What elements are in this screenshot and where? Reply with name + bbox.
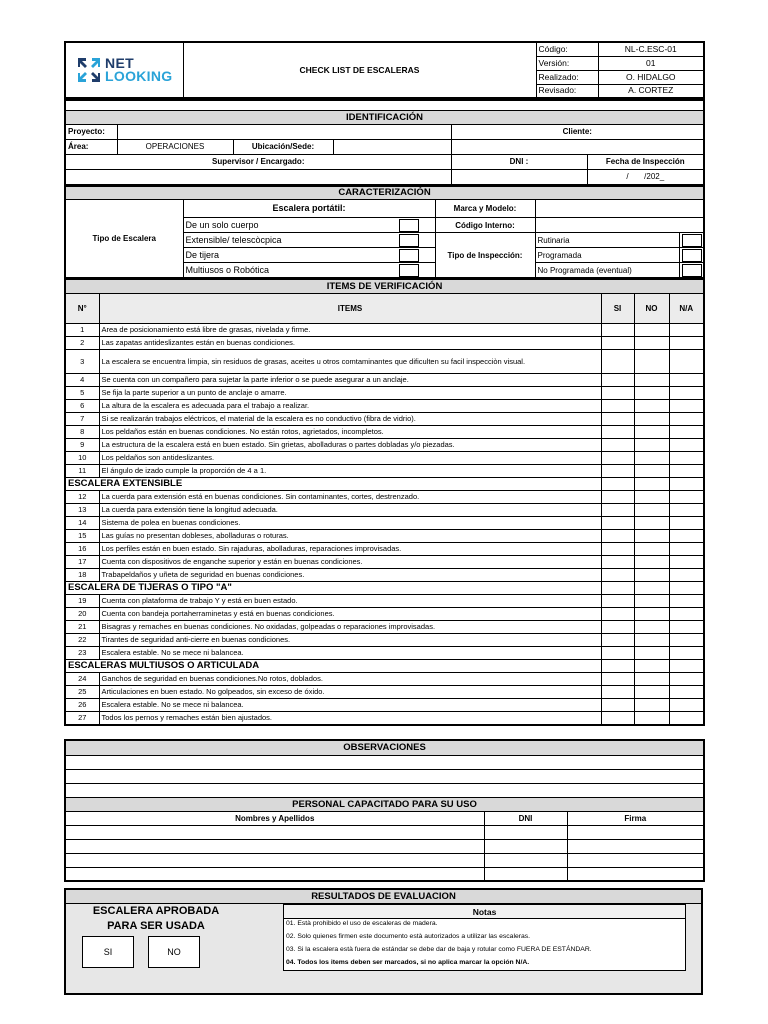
tipo-option: De tijera bbox=[183, 248, 384, 263]
inspeccion-checkbox[interactable] bbox=[679, 248, 704, 263]
page-title: CHECK LIST DE ESCALERAS bbox=[183, 42, 536, 98]
item-number: 10 bbox=[65, 451, 99, 464]
inspeccion-option: Programada bbox=[535, 248, 679, 263]
blank-cell bbox=[669, 659, 704, 672]
item-na-checkbox[interactable] bbox=[669, 542, 704, 555]
item-number: 7 bbox=[65, 412, 99, 425]
item-number: 12 bbox=[65, 490, 99, 503]
item-si-checkbox[interactable] bbox=[601, 412, 634, 425]
item-text: Tirantes de seguridad anti-cierre en buenas condiciones. bbox=[99, 633, 601, 646]
item-text: Escalera estable. No se mece ni balancea. bbox=[99, 646, 601, 659]
table-row bbox=[65, 698, 704, 711]
notas-table bbox=[283, 904, 686, 971]
item-number: 4 bbox=[65, 373, 99, 386]
item-si-checkbox[interactable] bbox=[601, 555, 634, 568]
codigo-label: Código Interno: bbox=[435, 218, 535, 233]
item-si-checkbox[interactable] bbox=[601, 529, 634, 542]
header-table bbox=[64, 41, 705, 99]
col-header-firma: Firma bbox=[567, 811, 704, 825]
blank-cell bbox=[634, 581, 669, 594]
item-no-checkbox[interactable] bbox=[634, 464, 669, 477]
ubicacion-label: Ubicación/Sede: bbox=[233, 139, 333, 154]
marca-field[interactable] bbox=[535, 200, 704, 218]
item-no-checkbox[interactable] bbox=[634, 672, 669, 685]
table-row bbox=[65, 336, 704, 349]
observaciones-table bbox=[64, 739, 705, 882]
item-no-checkbox[interactable] bbox=[634, 373, 669, 386]
dni-field[interactable] bbox=[451, 169, 587, 184]
personal-nombre-field[interactable] bbox=[65, 853, 484, 867]
item-na-checkbox[interactable] bbox=[669, 594, 704, 607]
item-number: 27 bbox=[65, 711, 99, 725]
item-no-checkbox[interactable] bbox=[634, 386, 669, 399]
item-text: La altura de la escalera es adecuada para el trabajo a realizar. bbox=[99, 399, 601, 412]
table-row bbox=[65, 503, 704, 516]
item-number: 20 bbox=[65, 607, 99, 620]
item-si-checkbox[interactable] bbox=[601, 438, 634, 451]
item-no-checkbox[interactable] bbox=[634, 698, 669, 711]
col-header-dni: DNI bbox=[484, 811, 567, 825]
item-text: La escalera se encuentra limpia, sin residuos de grasas, aceites u otros comtaminantes que dificulten su facil inspecciòn visual. bbox=[99, 349, 601, 373]
personal-firma-field[interactable] bbox=[567, 867, 704, 881]
blank-cell bbox=[634, 659, 669, 672]
col-header-n: N° bbox=[65, 293, 99, 323]
item-si-checkbox[interactable] bbox=[601, 620, 634, 633]
item-na-checkbox[interactable] bbox=[669, 516, 704, 529]
col-header-na: N/A bbox=[669, 293, 704, 323]
table-row bbox=[65, 412, 704, 425]
item-no-checkbox[interactable] bbox=[634, 490, 669, 503]
item-number: 2 bbox=[65, 336, 99, 349]
observacion-line[interactable] bbox=[65, 769, 704, 783]
item-si-checkbox[interactable] bbox=[601, 336, 634, 349]
item-text: Escalera estable. No se mece ni balancea. bbox=[99, 698, 601, 711]
personal-dni-field[interactable] bbox=[484, 867, 567, 881]
item-number: 15 bbox=[65, 529, 99, 542]
item-number: 19 bbox=[65, 594, 99, 607]
area-value[interactable]: OPERACIONES bbox=[117, 139, 233, 154]
table-row bbox=[65, 542, 704, 555]
item-no-checkbox[interactable] bbox=[634, 568, 669, 581]
personal-dni-field[interactable] bbox=[484, 825, 567, 839]
item-no-checkbox[interactable] bbox=[634, 451, 669, 464]
table-row bbox=[65, 516, 704, 529]
tipo-option: Multiusos o Robótica bbox=[183, 263, 384, 278]
item-si-checkbox[interactable] bbox=[601, 451, 634, 464]
identificacion-table bbox=[64, 99, 705, 185]
observacion-line[interactable] bbox=[65, 755, 704, 769]
item-na-checkbox[interactable] bbox=[669, 451, 704, 464]
codigo-field[interactable] bbox=[535, 218, 704, 233]
item-number: 13 bbox=[65, 503, 99, 516]
table-row bbox=[65, 672, 704, 685]
fecha-label: Fecha de Inspección bbox=[587, 154, 704, 169]
item-na-checkbox[interactable] bbox=[669, 464, 704, 477]
item-na-checkbox[interactable] bbox=[669, 529, 704, 542]
item-si-checkbox[interactable] bbox=[601, 349, 634, 373]
item-na-checkbox[interactable] bbox=[669, 568, 704, 581]
notas-title: Notas bbox=[284, 905, 686, 919]
table-row bbox=[65, 386, 704, 399]
inspeccion-checkbox[interactable] bbox=[679, 263, 704, 278]
personal-nombre-field[interactable] bbox=[65, 825, 484, 839]
item-no-checkbox[interactable] bbox=[634, 412, 669, 425]
item-text: Bisagras y remaches en buenas condiciones. No oxidadas, golpeadas o reparaciones improvisadas. bbox=[99, 620, 601, 633]
item-number: 21 bbox=[65, 620, 99, 633]
item-na-checkbox[interactable] bbox=[669, 386, 704, 399]
item-number: 18 bbox=[65, 568, 99, 581]
item-no-checkbox[interactable] bbox=[634, 349, 669, 373]
item-number: 16 bbox=[65, 542, 99, 555]
item-no-checkbox[interactable] bbox=[634, 607, 669, 620]
item-number: 24 bbox=[65, 672, 99, 685]
ubicacion-field[interactable] bbox=[333, 139, 451, 154]
item-number: 8 bbox=[65, 425, 99, 438]
checklist-sheet bbox=[64, 41, 703, 726]
item-si-checkbox[interactable] bbox=[601, 698, 634, 711]
supervisor-field[interactable] bbox=[65, 169, 451, 184]
dni-label: DNI : bbox=[451, 154, 587, 169]
personal-firma-field[interactable] bbox=[567, 853, 704, 867]
cliente-label: Cliente: bbox=[451, 124, 704, 139]
proyecto-field[interactable] bbox=[117, 124, 451, 139]
col-header-nombres: Nombres y Apellidos bbox=[65, 811, 484, 825]
netlooking-logo-icon bbox=[76, 56, 102, 84]
personal-nombre-field[interactable] bbox=[65, 867, 484, 881]
tipo-escalera-label: Tipo de Escalera bbox=[65, 200, 183, 278]
item-si-checkbox[interactable] bbox=[601, 503, 634, 516]
col-header-items: ITEMS bbox=[99, 293, 601, 323]
tipo-checkbox[interactable] bbox=[384, 233, 435, 248]
item-si-checkbox[interactable] bbox=[601, 607, 634, 620]
item-number: 23 bbox=[65, 646, 99, 659]
section-personal: PERSONAL CAPACITADO PARA SU USO bbox=[65, 797, 704, 811]
col-header-no: NO bbox=[634, 293, 669, 323]
item-no-checkbox[interactable] bbox=[634, 711, 669, 725]
item-no-checkbox[interactable] bbox=[634, 594, 669, 607]
item-no-checkbox[interactable] bbox=[634, 555, 669, 568]
item-number: 11 bbox=[65, 464, 99, 477]
table-row bbox=[65, 464, 704, 477]
col-header-si: SI bbox=[601, 293, 634, 323]
item-text: Se cuenta con un compañero para sujetar la parte inferior o se puede asegurar a un anclaje. bbox=[99, 373, 601, 386]
tipo-checkbox[interactable] bbox=[384, 248, 435, 263]
item-si-checkbox[interactable] bbox=[601, 711, 634, 725]
portatil-label: Escalera portátil: bbox=[183, 200, 435, 218]
item-text: Los peldaños están en buenas condiciones. No están rotos, agrietados, incompletos. bbox=[99, 425, 601, 438]
item-si-checkbox[interactable] bbox=[601, 646, 634, 659]
section-verificacion: ITEMS DE VERIFICACIÓN bbox=[65, 279, 704, 293]
item-text: La estructura de la escalera está en buen estado. Sin grietas, abolladuras o partes dobladas y/o piezadas. bbox=[99, 438, 601, 451]
personal-nombre-field[interactable] bbox=[65, 839, 484, 853]
personal-dni-field[interactable] bbox=[484, 839, 567, 853]
subsection-title: ESCALERA EXTENSIBLE bbox=[65, 477, 601, 490]
meta-label: Revisado: bbox=[536, 84, 598, 98]
item-no-checkbox[interactable] bbox=[634, 516, 669, 529]
blank-cell bbox=[601, 477, 634, 490]
caracterizacion-table bbox=[64, 185, 705, 279]
item-text: La cuerda para extensión está en buenas condiciones. Sin contaminantes, cortes, destrenzado. bbox=[99, 490, 601, 503]
table-row bbox=[65, 399, 704, 412]
item-na-checkbox[interactable] bbox=[669, 685, 704, 698]
meta-label: Código: bbox=[536, 42, 598, 56]
table-row bbox=[65, 594, 704, 607]
personal-firma-field[interactable] bbox=[567, 825, 704, 839]
item-number: 5 bbox=[65, 386, 99, 399]
item-no-checkbox[interactable] bbox=[634, 620, 669, 633]
item-text: La cuerda para extensión tiene la longitud adecuada. bbox=[99, 503, 601, 516]
item-number: 26 bbox=[65, 698, 99, 711]
item-no-checkbox[interactable] bbox=[634, 646, 669, 659]
item-no-checkbox[interactable] bbox=[634, 542, 669, 555]
item-text: El ángulo de izado cumple la proporción de 4 a 1. bbox=[99, 464, 601, 477]
section-caracterizacion: CARACTERIZACIÓN bbox=[65, 186, 704, 200]
item-si-checkbox[interactable] bbox=[601, 386, 634, 399]
section-resultados: RESULTADOS DE EVALUACION bbox=[66, 890, 701, 904]
verificacion-table bbox=[64, 278, 705, 726]
item-no-checkbox[interactable] bbox=[634, 529, 669, 542]
item-na-checkbox[interactable] bbox=[669, 323, 704, 336]
blank-cell bbox=[669, 581, 704, 594]
item-si-checkbox[interactable] bbox=[601, 490, 634, 503]
item-si-checkbox[interactable] bbox=[601, 323, 634, 336]
item-number: 9 bbox=[65, 438, 99, 451]
item-number: 1 bbox=[65, 323, 99, 336]
subsection-title: ESCALERA DE TIJERAS O TIPO "A" bbox=[65, 581, 601, 594]
item-text: Articulaciones en buen estado. No golpeados, sin exceso de óxido. bbox=[99, 685, 601, 698]
item-si-checkbox[interactable] bbox=[601, 373, 634, 386]
meta-value: A. CORTEZ bbox=[598, 84, 704, 98]
item-si-checkbox[interactable] bbox=[601, 425, 634, 438]
nota-item: 04. Todos los items deben ser marcados, si no aplica marcar la opción N/A. bbox=[284, 955, 686, 971]
blank-cell bbox=[601, 659, 634, 672]
table-row bbox=[65, 349, 704, 373]
table-row bbox=[65, 620, 704, 633]
meta-label: Versión: bbox=[536, 56, 598, 70]
meta-value: 01 bbox=[598, 56, 704, 70]
aprobada-si-button[interactable]: SI bbox=[82, 936, 134, 968]
item-na-checkbox[interactable] bbox=[669, 373, 704, 386]
tipo-checkbox[interactable] bbox=[384, 218, 435, 233]
tipo-inspeccion-label: Tipo de Inspección: bbox=[435, 233, 535, 278]
meta-value: NL-C.ESC-01 bbox=[598, 42, 704, 56]
item-si-checkbox[interactable] bbox=[601, 568, 634, 581]
aprobada-no-button[interactable]: NO bbox=[148, 936, 200, 968]
personal-dni-field[interactable] bbox=[484, 853, 567, 867]
item-text: Trabapeldaños y uñeta de seguridad en buenas condiciones. bbox=[99, 568, 601, 581]
item-no-checkbox[interactable] bbox=[634, 633, 669, 646]
table-row bbox=[65, 438, 704, 451]
item-text: Ganchos de seguridad en buenas condiciones.No rotos, doblados. bbox=[99, 672, 601, 685]
table-row bbox=[65, 451, 704, 464]
tipo-option: Extensible/ telescòcpica bbox=[183, 233, 384, 248]
item-na-checkbox[interactable] bbox=[669, 425, 704, 438]
item-text: Los perfiles están en buen estado. Sin rajaduras, abolladuras, reparaciones improvisadas. bbox=[99, 542, 601, 555]
item-si-checkbox[interactable] bbox=[601, 685, 634, 698]
tipo-option: De un solo cuerpo bbox=[183, 218, 384, 233]
item-si-checkbox[interactable] bbox=[601, 542, 634, 555]
item-number: 3 bbox=[65, 349, 99, 373]
aprobada-label: ESCALERA APROBADA PARA SER USADA bbox=[92, 905, 220, 932]
table-row bbox=[65, 323, 704, 336]
table-row bbox=[65, 529, 704, 542]
section-observaciones: OBSERVACIONES bbox=[65, 740, 704, 755]
item-text: Cuenta con dispositivos de enganche superior y están en buenas condiciones. bbox=[99, 555, 601, 568]
item-number: 25 bbox=[65, 685, 99, 698]
section-identificacion: IDENTIFICACIÓN bbox=[65, 110, 704, 124]
table-row bbox=[65, 685, 704, 698]
item-na-checkbox[interactable] bbox=[669, 646, 704, 659]
marca-label: Marca y Modelo: bbox=[435, 200, 535, 218]
item-number: 6 bbox=[65, 399, 99, 412]
item-na-checkbox[interactable] bbox=[669, 336, 704, 349]
item-no-checkbox[interactable] bbox=[634, 503, 669, 516]
table-row bbox=[65, 646, 704, 659]
item-na-checkbox[interactable] bbox=[669, 490, 704, 503]
item-na-checkbox[interactable] bbox=[669, 349, 704, 373]
item-si-checkbox[interactable] bbox=[601, 516, 634, 529]
inspeccion-option: Rutinaria bbox=[535, 233, 679, 248]
table-row bbox=[65, 607, 704, 620]
item-text: Cuenta con plataforma de trabajo Y y está en buen estado. bbox=[99, 594, 601, 607]
item-text: Area de posicionamiento está libre de grasas, nivelada y firme. bbox=[99, 323, 601, 336]
inspeccion-option: No Programada (eventual) bbox=[535, 263, 679, 278]
blank-cell bbox=[634, 477, 669, 490]
table-row bbox=[65, 633, 704, 646]
table-row bbox=[65, 568, 704, 581]
fecha-field[interactable]: / /202_ bbox=[587, 169, 704, 184]
personal-firma-field[interactable] bbox=[567, 839, 704, 853]
item-na-checkbox[interactable] bbox=[669, 399, 704, 412]
subsection-title: ESCALERAS MULTIUSOS O ARTICULADA bbox=[65, 659, 601, 672]
item-no-checkbox[interactable] bbox=[634, 399, 669, 412]
item-text: Cuenta con bandeja portaherraminetas y está en buenas condiciones. bbox=[99, 607, 601, 620]
item-na-checkbox[interactable] bbox=[669, 711, 704, 725]
item-si-checkbox[interactable] bbox=[601, 399, 634, 412]
item-si-checkbox[interactable] bbox=[601, 464, 634, 477]
item-no-checkbox[interactable] bbox=[634, 685, 669, 698]
blank-cell bbox=[601, 581, 634, 594]
item-na-checkbox[interactable] bbox=[669, 438, 704, 451]
meta-value: O. HIDALGO bbox=[598, 70, 704, 84]
inspeccion-checkbox[interactable] bbox=[679, 233, 704, 248]
item-si-checkbox[interactable] bbox=[601, 672, 634, 685]
table-row bbox=[65, 425, 704, 438]
supervisor-label: Supervisor / Encargado: bbox=[65, 154, 451, 169]
item-text: Se fija la parte superior a un punto de anclaje o amarre. bbox=[99, 386, 601, 399]
observacion-line[interactable] bbox=[65, 783, 704, 797]
item-text: Los peldaños son antideslizantes. bbox=[99, 451, 601, 464]
proyecto-label: Proyecto: bbox=[65, 124, 117, 139]
resultados-block bbox=[64, 888, 703, 995]
item-no-checkbox[interactable] bbox=[634, 323, 669, 336]
area-label: Área: bbox=[65, 139, 117, 154]
item-text: Si se realizarán trabajos eléctricos, el material de la escalera es no conductivo (fibra de vidrio). bbox=[99, 412, 601, 425]
item-na-checkbox[interactable] bbox=[669, 672, 704, 685]
nota-item: 03. Si la escalera està fuera de estándar se debe dar de baja y rotular como FUERA DE ESTÁNDAR. bbox=[284, 942, 686, 955]
item-na-checkbox[interactable] bbox=[669, 633, 704, 646]
item-no-checkbox[interactable] bbox=[634, 336, 669, 349]
table-row bbox=[65, 711, 704, 725]
tipo-checkbox[interactable] bbox=[384, 263, 435, 278]
meta-label: Realizado: bbox=[536, 70, 598, 84]
item-number: 14 bbox=[65, 516, 99, 529]
logo-wordmark: NET LOOKING bbox=[105, 55, 173, 84]
item-na-checkbox[interactable] bbox=[669, 620, 704, 633]
item-no-checkbox[interactable] bbox=[634, 438, 669, 451]
cliente-field[interactable] bbox=[451, 139, 704, 154]
item-no-checkbox[interactable] bbox=[634, 425, 669, 438]
table-row bbox=[65, 373, 704, 386]
nota-item: 02. Solo quienes firmen este documento està autorizados a utilizar las escaleras. bbox=[284, 929, 686, 942]
item-text: Todos los pernos y remaches están bien ajustados. bbox=[99, 711, 601, 725]
item-na-checkbox[interactable] bbox=[669, 412, 704, 425]
blank-cell bbox=[669, 477, 704, 490]
item-si-checkbox[interactable] bbox=[601, 633, 634, 646]
observaciones-personal-block bbox=[64, 739, 703, 882]
logo-cell bbox=[65, 42, 183, 98]
item-na-checkbox[interactable] bbox=[669, 698, 704, 711]
item-text: Las guías no presentan dobleses, abolladuras o roturas. bbox=[99, 529, 601, 542]
item-si-checkbox[interactable] bbox=[601, 594, 634, 607]
item-text: Las zapatas antideslizantes están en buenas condiciones. bbox=[99, 336, 601, 349]
item-na-checkbox[interactable] bbox=[669, 607, 704, 620]
item-number: 22 bbox=[65, 633, 99, 646]
nota-item: 01. Està prohibido el uso de escaleras de madera. bbox=[284, 919, 686, 930]
item-text: Sistema de polea en buenas condiciones. bbox=[99, 516, 601, 529]
table-row bbox=[65, 555, 704, 568]
item-number: 17 bbox=[65, 555, 99, 568]
item-na-checkbox[interactable] bbox=[669, 503, 704, 516]
item-na-checkbox[interactable] bbox=[669, 555, 704, 568]
table-row bbox=[65, 490, 704, 503]
